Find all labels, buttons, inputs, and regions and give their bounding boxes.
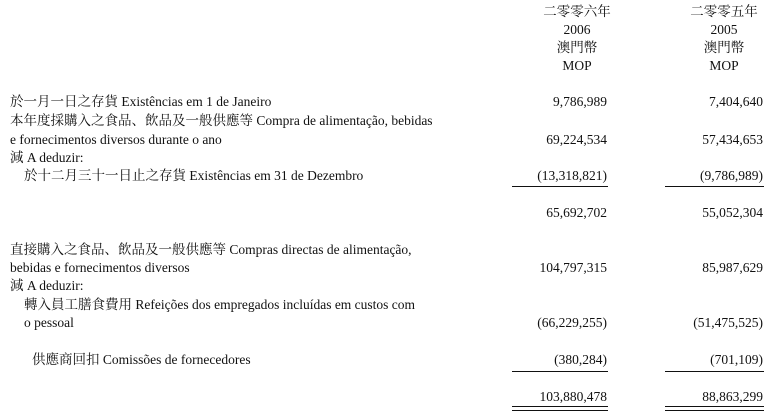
- subtotal1-2006: 65,692,702: [546, 205, 607, 220]
- staff-meals-2006: (66,229,255): [537, 315, 607, 330]
- purchases-2006: 69,224,534: [546, 132, 607, 147]
- direct-purchases-2005: 85,987,629: [702, 260, 763, 275]
- col-2005-year: 2005: [710, 22, 738, 37]
- less-label-2: 減 A deduzir:: [10, 278, 84, 293]
- opening-stock-label: 於一月一日之存貨 Existências em 1 de Janeiro: [10, 94, 272, 109]
- double-rule-2005-bottom: [665, 410, 764, 411]
- supplier-commission-label: 供應商回扣 Comissões de fornecedores: [32, 352, 251, 367]
- purchases-label-line2: e fornecimentos diversos durante o ano: [10, 132, 222, 147]
- col-2005-currency: MOP: [709, 58, 739, 73]
- rule-2005-subtotal1: [665, 186, 764, 187]
- closing-stock-label: 於十二月三十一日止之存貨 Existências em 31 de Dezembro: [24, 168, 364, 183]
- double-rule-2005-top: [665, 406, 764, 407]
- opening-stock-2006: 9,786,989: [553, 94, 607, 109]
- col-2005-currency-chinese: 澳門幣: [703, 40, 745, 55]
- direct-purchases-2006: 104,797,315: [539, 260, 607, 275]
- rule-2005-total: [665, 371, 764, 372]
- subtotal1-2005: 55,052,304: [702, 205, 763, 220]
- col-2005-year-chinese: 二零零五年: [690, 4, 758, 19]
- total-2005: 88,863,299: [702, 389, 763, 404]
- direct-purchases-label-line1: 直接購入之食品、飲品及一般供應等 Compras directas de alimentação,: [10, 242, 412, 257]
- closing-stock-2006: (13,318,821): [537, 168, 607, 183]
- purchases-2005: 57,434,653: [702, 132, 763, 147]
- col-2006-year-chinese: 二零零六年: [543, 4, 611, 19]
- supplier-commission-2006: (380,284): [554, 352, 607, 367]
- rule-2006-subtotal1: [512, 186, 608, 187]
- less-label-1: 減 A deduzir:: [10, 150, 84, 165]
- col-2006-currency: MOP: [562, 58, 592, 73]
- closing-stock-2005: (9,786,989): [700, 168, 763, 183]
- staff-meals-label-line2: o pessoal: [24, 315, 74, 330]
- rule-2006-total: [512, 371, 608, 372]
- double-rule-2006-bottom: [512, 410, 608, 411]
- col-2006-year: 2006: [563, 22, 591, 37]
- purchases-label-line1: 本年度採購入之食品、飲品及一般供應等 Compra de alimentação, bebidas: [10, 113, 433, 128]
- staff-meals-2005: (51,475,525): [693, 315, 763, 330]
- staff-meals-label-line1: 轉入員工膳食費用 Refeições dos empregados incluídas em custos com: [24, 297, 416, 312]
- supplier-commission-2005: (701,109): [710, 352, 763, 367]
- direct-purchases-label-line2: bebidas e fornecimentos diversos: [10, 260, 190, 275]
- col-2006-currency-chinese: 澳門幣: [556, 40, 598, 55]
- double-rule-2006-top: [512, 406, 608, 407]
- opening-stock-2005: 7,404,640: [709, 94, 763, 109]
- total-2006: 103,880,478: [539, 389, 607, 404]
